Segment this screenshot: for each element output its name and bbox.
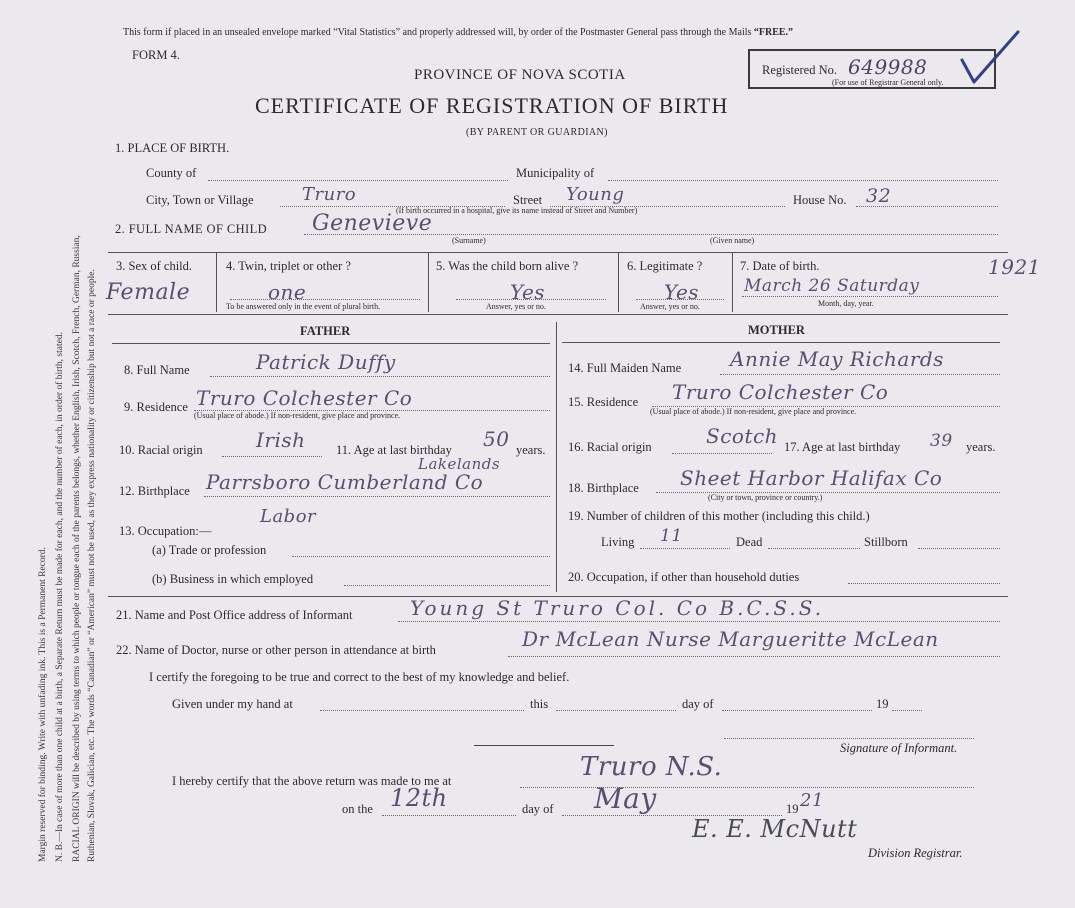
registered-note: (For use of Registrar General only.	[832, 78, 944, 87]
doctor-line	[508, 656, 1000, 657]
legitimate-note: Answer, yes or no.	[640, 302, 700, 311]
mother-name-label: 14. Full Maiden Name	[568, 361, 682, 375]
county-label: County of	[146, 166, 197, 180]
mother-name-value: Annie May Richards	[730, 347, 944, 371]
informant-value: Young St Truro Col. Co B.C.S.S.	[410, 596, 825, 620]
mother-race-line	[672, 453, 772, 454]
father-name-line	[210, 376, 550, 377]
living-label: Living	[601, 535, 635, 549]
return-place-line	[520, 787, 974, 788]
margin-note-4: Ruthenian, Slovak, Galician, etc. The words “Canadian” or “American” must not be used, as they express nationality or citizenship but not a race or people.	[87, 269, 97, 862]
father-heading: FATHER	[300, 324, 351, 338]
mother-name-line	[720, 374, 1000, 375]
father-name-label: 8. Full Name	[124, 363, 190, 377]
mother-birthplace-label: 18. Birthplace	[568, 481, 639, 495]
sex-value: Female	[106, 280, 191, 305]
father-race-value: Irish	[256, 428, 306, 452]
margin-note-2: N. B.—In case of more than one child at a birth, a Separate Return must be made for each, and the number of each, in order of birth, stated.	[55, 332, 65, 862]
father-years-label: years.	[516, 443, 546, 457]
legitimate-value: Yes	[664, 280, 700, 304]
place-of-birth-heading: 1. PLACE OF BIRTH.	[115, 141, 230, 155]
this-day-line	[556, 710, 676, 711]
father-occupation-value: Labor	[260, 506, 317, 527]
child-name-line	[304, 234, 998, 235]
date-of-birth-line	[742, 296, 998, 297]
parents-top-border	[108, 314, 1008, 315]
father-age-value: 50	[483, 427, 510, 451]
informant-signature-rule-short	[474, 745, 614, 746]
this-label: this	[530, 697, 549, 711]
year-line	[892, 710, 922, 711]
year-prefix-label: 19	[876, 697, 889, 711]
stillborn-line	[918, 548, 1000, 549]
child-name-label: 2. FULL NAME OF CHILD	[115, 222, 268, 236]
mother-age-value: 39	[930, 431, 953, 451]
father-heading-rule	[112, 343, 550, 344]
date-of-birth-label: 7. Date of birth.	[740, 259, 820, 273]
mother-birthplace-value: Sheet Harbor Halifax Co	[680, 466, 943, 490]
surname-caption: (Surname)	[452, 236, 486, 245]
on-the-value: 12th	[390, 784, 448, 812]
on-the-label: on the	[342, 802, 373, 816]
mother-heading: MOTHER	[748, 323, 805, 337]
trade-label: (a) Trade or profession	[152, 543, 267, 557]
registrar-signature: E. E. McNutt	[692, 815, 858, 843]
doctor-value: Dr McLean Nurse Margueritte McLean	[522, 627, 939, 651]
mother-birthplace-note: (City or town, province or country.)	[708, 493, 823, 502]
mother-residence-label: 15. Residence	[568, 395, 639, 409]
business-label: (b) Business in which employed	[152, 572, 314, 586]
sex-label: 3. Sex of child.	[116, 259, 193, 273]
father-race-line	[222, 456, 322, 457]
mother-occupation-label: 20. Occupation, if other than household duties	[568, 570, 800, 584]
children-count-label: 19. Number of children of this mother (including this child.)	[568, 509, 870, 523]
parents-center-divider	[556, 322, 557, 592]
margin-note-3: RACIAL ORIGIN will be described by using terms to which people or tongue each of the parents belongs, whether English, Irish, Scotch, French, German, Russian,	[72, 235, 82, 862]
given-at-line	[320, 710, 524, 711]
registered-number: 649988	[848, 55, 928, 79]
father-name-value: Patrick Duffy	[256, 350, 396, 374]
certify-statement: I certify the foregoing to be true and correct to the best of my knowledge and belief.	[149, 670, 570, 684]
return-statement: I hereby certify that the above return was made to me at	[172, 774, 452, 788]
father-birthplace-above: Lakelands	[418, 455, 501, 473]
twin-note: To be answered only in the event of plural birth.	[226, 302, 381, 311]
born-alive-label: 5. Was the child born alive ?	[436, 259, 579, 273]
form-number: FORM 4.	[132, 48, 180, 62]
given-under-hand-label: Given under my hand at	[172, 697, 293, 711]
informant-signature-line	[724, 738, 974, 739]
city-label: City, Town or Village	[146, 193, 254, 207]
mother-residence-value: Truro Colchester Co	[672, 380, 889, 404]
month-value: May	[594, 782, 657, 815]
year-prefix-2: 19	[786, 802, 799, 816]
municipality-label: Municipality of	[516, 166, 595, 180]
street-label: Street	[513, 193, 543, 207]
father-birthplace-label: 12. Birthplace	[119, 484, 190, 498]
mother-years-label: years.	[966, 440, 996, 454]
living-value: 11	[660, 526, 683, 546]
father-occupation-label: 13. Occupation:—	[119, 524, 212, 538]
father-residence-value: Truro Colchester Co	[196, 386, 413, 410]
date-of-birth-value: March 26 Saturday	[744, 276, 920, 296]
informant-label: 21. Name and Post Office address of Informant	[116, 608, 353, 622]
municipality-line	[608, 180, 998, 181]
informant-line	[398, 621, 1000, 622]
house-label: House No.	[793, 193, 847, 207]
dead-line	[768, 548, 860, 549]
twin-line	[230, 299, 420, 300]
return-place-value: Truro N.S.	[580, 752, 723, 782]
row3-divider-4	[732, 252, 733, 312]
page-subtitle: (BY PARENT OR GUARDIAN)	[466, 127, 608, 138]
margin-note-1: Margin reserved for binding. Write with unfading ink. This is a Permanent Record.	[38, 547, 48, 862]
page-title: CERTIFICATE OF REGISTRATION OF BIRTH	[255, 93, 729, 118]
registered-label: Registered No.	[762, 63, 837, 77]
father-birthplace-line	[204, 496, 550, 497]
day-of-label-2: day of	[522, 802, 554, 816]
father-race-label: 10. Racial origin	[119, 443, 203, 457]
city-value: Truro	[302, 184, 357, 205]
row3-divider-2	[428, 252, 429, 312]
house-line	[856, 206, 998, 207]
day-of-line	[722, 710, 872, 711]
father-residence-note: (Usual place of abode.) If non-resident, give place and province.	[194, 411, 401, 420]
hospital-note: (If birth occurred in a hospital, give its name instead of Street and Number)	[396, 206, 638, 215]
street-value: Young	[566, 184, 625, 205]
mother-residence-note: (Usual place of abode.) If non-resident, give place and province.	[650, 407, 857, 416]
child-surname-value: Genevieve	[312, 211, 433, 236]
dead-label: Dead	[736, 535, 763, 549]
birth-year-value: 1921	[988, 255, 1041, 279]
twin-label: 4. Twin, triplet or other ?	[226, 259, 351, 273]
row3-divider-3	[618, 252, 619, 312]
born-alive-line	[456, 299, 606, 300]
doctor-label: 22. Name of Doctor, nurse or other person in attendance at birth	[116, 643, 436, 657]
mother-heading-rule	[562, 342, 1000, 343]
born-alive-value: Yes	[510, 280, 546, 304]
father-age-label: 11. Age at last birthday	[336, 443, 452, 457]
division-registrar-caption: Division Registrar.	[868, 846, 963, 860]
legitimate-label: 6. Legitimate ?	[627, 259, 703, 273]
province-heading: PROVINCE OF NOVA SCOTIA	[414, 67, 626, 83]
day-of-label: day of	[682, 697, 714, 711]
born-alive-note: Answer, yes or no.	[486, 302, 546, 311]
father-residence-label: 9. Residence	[124, 400, 188, 414]
mother-race-value: Scotch	[706, 424, 779, 448]
living-line	[640, 548, 730, 549]
informant-signature-caption: Signature of Informant.	[840, 741, 958, 755]
stillborn-label: Stillborn	[864, 535, 908, 549]
county-line	[208, 180, 508, 181]
mother-race-label: 16. Racial origin	[568, 440, 652, 454]
father-birthplace-value: Parrsboro Cumberland Co	[206, 470, 484, 494]
twin-value: one	[268, 280, 307, 304]
business-line	[344, 585, 550, 586]
on-the-line	[382, 815, 516, 816]
trade-line	[292, 556, 550, 557]
year-value-2: 21	[800, 790, 824, 811]
checkmark-icon	[958, 28, 1023, 88]
row3-top-border	[108, 252, 1008, 253]
date-of-birth-note: Month, day, year.	[818, 299, 874, 308]
legitimate-line	[636, 299, 724, 300]
mother-age-label: 17. Age at last birthday	[784, 440, 901, 454]
given-name-caption: (Given name)	[710, 236, 755, 245]
row3-divider-1	[216, 252, 217, 312]
mother-occupation-line	[848, 583, 1000, 584]
mailing-notice: This form if placed in an unsealed envelope marked “Vital Statistics” and properly addressed will, by order of the Postmaster General pass through the Mails “FREE.”	[123, 27, 794, 38]
house-value: 32	[866, 185, 892, 207]
